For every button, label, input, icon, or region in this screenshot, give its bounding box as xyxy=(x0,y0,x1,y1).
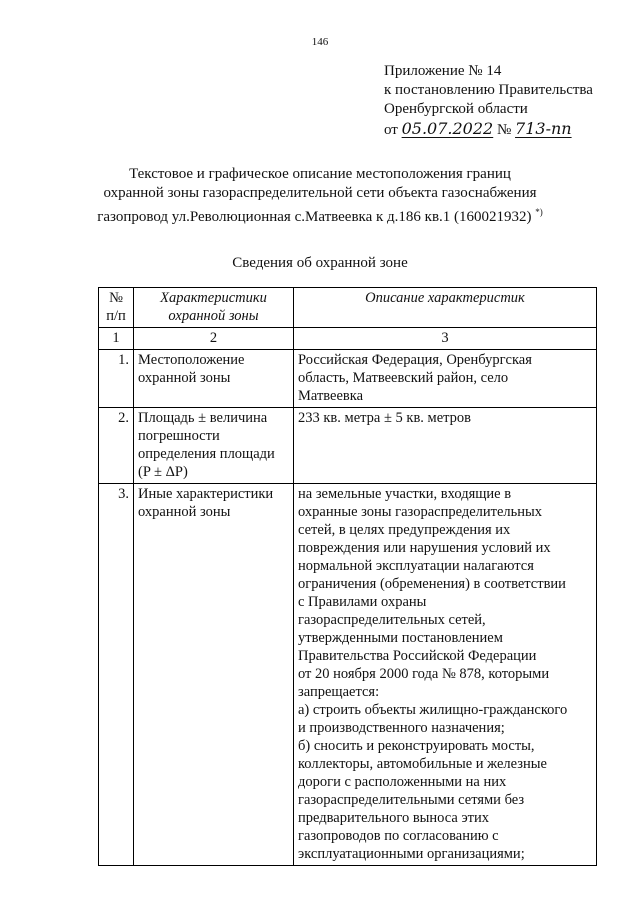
header-number-line: № xyxy=(109,290,123,306)
header-characteristic-line: охранной зоны xyxy=(168,308,259,324)
header-number-line: п/п xyxy=(106,308,126,324)
text-line: и производственного назначения; xyxy=(298,720,505,736)
index-cell: 3 xyxy=(294,328,597,350)
text-line: коллекторы, автомобильные и железные xyxy=(298,756,547,772)
row-description xyxy=(294,408,597,484)
document-title xyxy=(60,165,580,227)
title-line-3 xyxy=(60,203,580,227)
date-prefix: от xyxy=(384,122,398,138)
zone-info-table xyxy=(98,287,597,866)
text-line: Площадь ± величина xyxy=(138,410,268,426)
appendix-line-2: к постановлению Правительства xyxy=(384,82,593,98)
index-cell: 1 xyxy=(99,328,134,350)
text-line: Матвеевка xyxy=(298,388,364,404)
table-row xyxy=(99,408,597,484)
text-line: нормальной эксплуатации налагаются xyxy=(298,558,534,574)
text-line: (P ± ΔP) xyxy=(138,464,188,480)
text-line: предварительного выноса этих xyxy=(298,810,490,826)
text-line: дороги с расположенными на них xyxy=(298,774,507,790)
section-title: Сведения об охранной зоне xyxy=(232,255,408,271)
table-index-row xyxy=(99,328,597,350)
text-line: а) строить объекты жилищно-гражданского xyxy=(298,702,568,718)
text-line: запрещается: xyxy=(298,684,380,700)
title-line-3-text: газопровод ул.Революционная с.Матвеевка к д.186 кв.1 (160021932) xyxy=(97,209,532,225)
text-line: охранные зоны газораспределительных xyxy=(298,504,543,520)
row-number: 3. xyxy=(99,484,134,866)
title-line-2: охранной зоны газораспределительной сети объекта газоснабжения xyxy=(103,185,537,201)
text-line: газораспределительными сетями без xyxy=(298,792,525,808)
handwritten-number: 713-пп xyxy=(515,119,572,138)
row-characteristic xyxy=(134,484,294,866)
text-line: повреждения или нарушения условий их xyxy=(298,540,551,556)
row-number: 2. xyxy=(99,408,134,484)
header-description: Описание характеристик xyxy=(294,288,597,328)
number-sign: № xyxy=(496,122,512,138)
row-characteristic xyxy=(134,408,294,484)
text-line: охранной зоны xyxy=(138,370,231,386)
table-header-row xyxy=(99,288,597,328)
header-number xyxy=(99,288,134,328)
text-line: Иные характеристики xyxy=(138,486,274,502)
appendix-line-1: Приложение № 14 xyxy=(384,63,502,79)
handwritten-date: 05.07.2022 xyxy=(401,119,494,138)
text-line: газораспределительных сетей, xyxy=(298,612,486,628)
text-line: Российская Федерация, Оренбургская xyxy=(298,352,532,368)
text-line: Местоположение xyxy=(138,352,245,368)
page-number: 146 xyxy=(311,36,329,48)
text-line: ограничения (обременения) в соответствии xyxy=(298,576,566,592)
text-line: с Правилами охраны xyxy=(298,594,427,610)
table-row xyxy=(99,350,597,408)
text-line: утвержденными постановлением xyxy=(298,630,503,646)
text-line: охранной зоны xyxy=(138,504,231,520)
text-line: 233 кв. метра ± 5 кв. метров xyxy=(298,410,472,426)
text-line: область, Матвеевский район, село xyxy=(298,370,509,386)
header-characteristic-line: Характеристики xyxy=(160,290,267,306)
row-number: 1. xyxy=(99,350,134,408)
appendix-line-3: Оренбургской области xyxy=(384,101,528,117)
text-line: б) сносить и реконструировать мосты, xyxy=(298,738,535,754)
footnote-mark: *) xyxy=(535,207,543,217)
text-line: эксплуатационными организациями; xyxy=(298,846,525,862)
text-line: сетей, в целях предупреждения их xyxy=(298,522,511,538)
table-row xyxy=(99,484,597,866)
text-line: на земельные участки, входящие в xyxy=(298,486,512,502)
title-line-1: Текстовое и графическое описание местоположения границ xyxy=(129,166,511,182)
text-line: определения площади xyxy=(138,446,275,462)
header-characteristic xyxy=(134,288,294,328)
text-line: Правительства Российской Федерации xyxy=(298,648,537,664)
appendix-block xyxy=(384,62,624,140)
text-line: газопроводов по согласованию с xyxy=(298,828,499,844)
row-description xyxy=(294,350,597,408)
appendix-date-row xyxy=(384,119,624,140)
index-cell: 2 xyxy=(134,328,294,350)
row-description xyxy=(294,484,597,866)
text-line: погрешности xyxy=(138,428,220,444)
row-characteristic xyxy=(134,350,294,408)
text-line: от 20 ноября 2000 года № 878, которыми xyxy=(298,666,550,682)
